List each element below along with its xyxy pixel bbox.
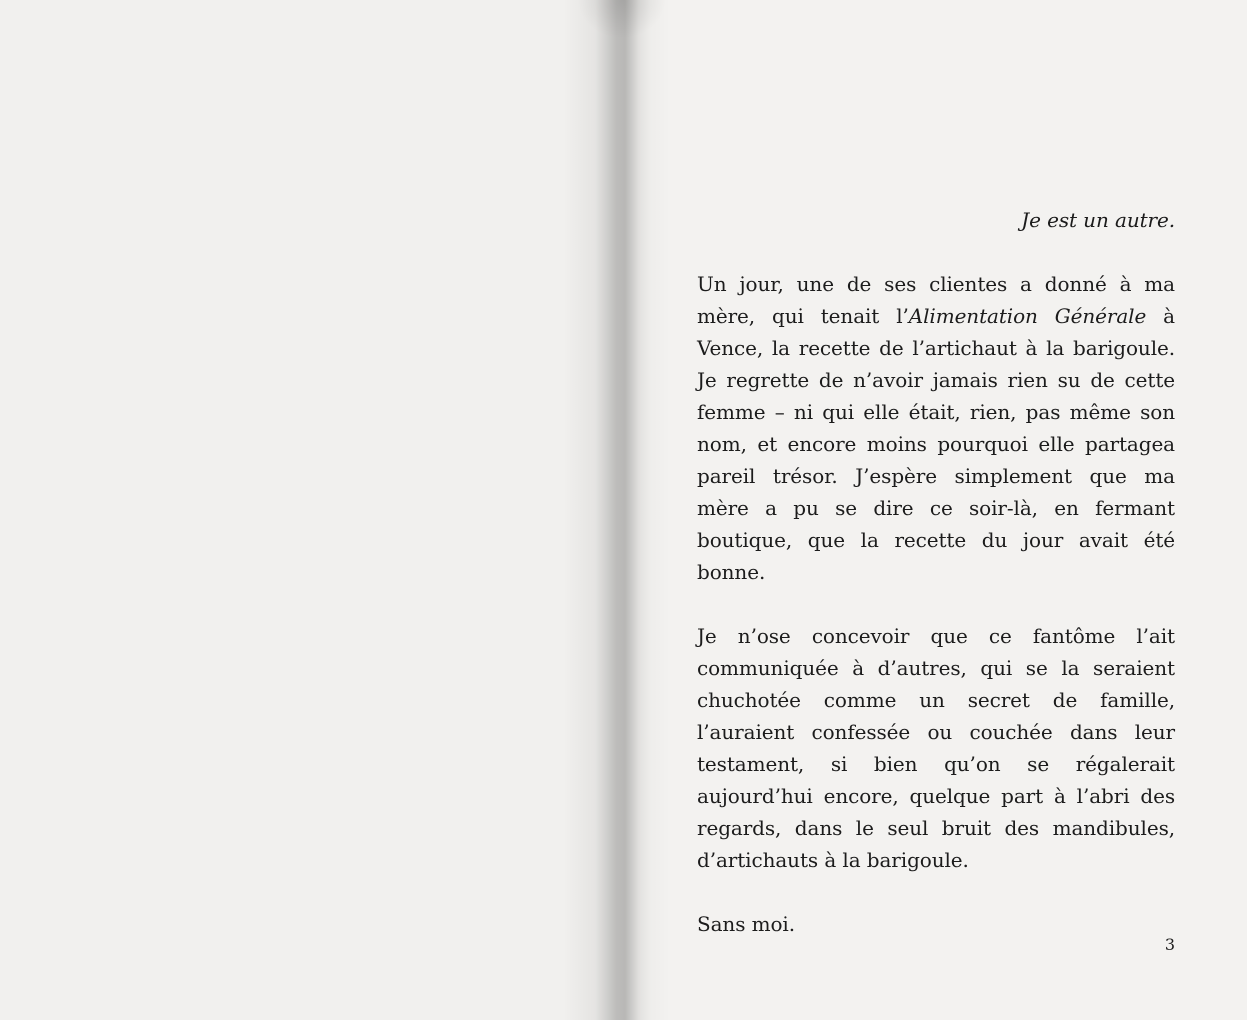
page-number: 3	[1164, 935, 1175, 954]
text-block	[697, 204, 1175, 940]
right-page	[640, 0, 1247, 1020]
paragraph-1-shop-name: Alimentation Générale	[908, 304, 1147, 328]
paragraph-1	[697, 268, 1175, 588]
closing-line: Sans moi.	[697, 912, 795, 936]
left-page-blank	[0, 0, 600, 1020]
paragraph-2: Je n’ose concevoir que ce fantôme l’ait communiquée à d’autres, qui se la seraient chuchotée comme un secret de famille, l’auraient confessée ou couchée dans leur testament, si bien qu’on se régalerait aujourd’hui encore, quelque part à l’abri des regards, dans le seul bruit des mandibules, d’artichauts à la barigoule.	[697, 624, 1175, 872]
epigraph: Je est un autre.	[1021, 208, 1175, 232]
paragraph-1-text-start: Un jour, une de ses clientes a donné à ma mère, qui tenait l’	[697, 272, 1175, 328]
paragraph-1-text-end: à Vence, la recette de l’artichaut à la barigoule. Je regrette de n’avoir jamais rien su de cette femme – ni qui elle était, rien, pas même son nom, et encore moins pourquoi elle partagea pareil trésor. J’espère simplement que ma mère a pu se dire ce soir-là, en fermant boutique, que la recette du jour avait été bonne.	[697, 304, 1175, 584]
